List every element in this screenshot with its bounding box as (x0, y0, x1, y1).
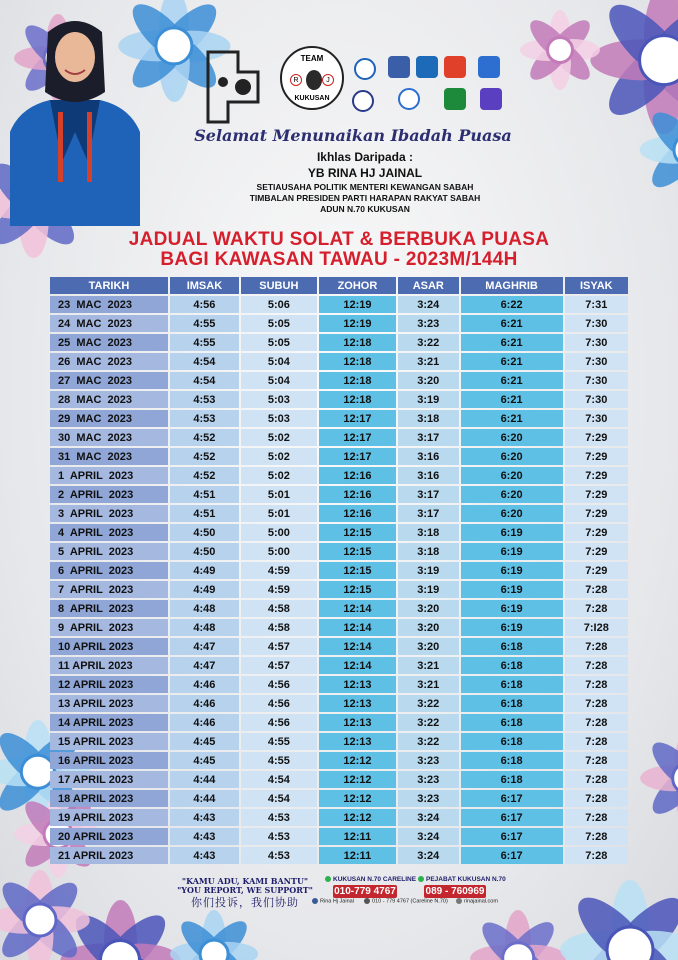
cell-imsak: 4:47 (170, 638, 239, 655)
cell-subuh: 4:53 (241, 847, 317, 864)
cell-date: 19 APRIL 2023 (50, 809, 168, 826)
cell-subuh: 5:04 (241, 353, 317, 370)
team-logo-top: TEAM (300, 54, 324, 63)
cell-imsak: 4:51 (170, 486, 239, 503)
cell-asar: 3:22 (398, 733, 459, 750)
table-row (50, 334, 628, 351)
column-header-maghrib: MAGHRIB (461, 277, 563, 294)
cell-imsak: 4:49 (170, 581, 239, 598)
cell-maghrib: 6:20 (461, 448, 563, 465)
partner-logo (388, 56, 410, 78)
table-row (50, 505, 628, 522)
cell-imsak: 4:54 (170, 353, 239, 370)
portrait-image (10, 12, 140, 226)
partner-logo (444, 56, 466, 78)
cell-asar: 3:21 (398, 657, 459, 674)
cell-imsak: 4:52 (170, 429, 239, 446)
cell-imsak: 4:46 (170, 676, 239, 693)
cell-zohor: 12:15 (319, 562, 396, 579)
cell-isyak: 7:30 (565, 410, 628, 427)
cell-maghrib: 6:21 (461, 353, 563, 370)
cell-asar: 3:17 (398, 486, 459, 503)
cell-isyak: 7:29 (565, 486, 628, 503)
table-row (50, 771, 628, 788)
cell-asar: 3:23 (398, 752, 459, 769)
cell-asar: 3:22 (398, 714, 459, 731)
cell-maghrib: 6:20 (461, 486, 563, 503)
cell-isyak: 7:28 (565, 581, 628, 598)
partner-logo (480, 88, 502, 110)
cell-date: 29 MAC 2023 (50, 410, 168, 427)
team-kukusan-logo (280, 46, 344, 110)
cell-asar: 3:18 (398, 524, 459, 541)
cell-isyak: 7:29 (565, 505, 628, 522)
cell-date: 16 APRIL 2023 (50, 752, 168, 769)
table-row (50, 847, 628, 864)
cell-maghrib: 6:21 (461, 315, 563, 332)
cell-isyak: 7:28 (565, 638, 628, 655)
cell-date: 28 MAC 2023 (50, 391, 168, 408)
cell-date: 31 MAC 2023 (50, 448, 168, 465)
cell-zohor: 12:17 (319, 448, 396, 465)
cell-zohor: 12:13 (319, 714, 396, 731)
cell-imsak: 4:50 (170, 524, 239, 541)
table-row (50, 638, 628, 655)
cell-subuh: 4:57 (241, 638, 317, 655)
cell-imsak: 4:45 (170, 752, 239, 769)
cell-isyak: 7:29 (565, 429, 628, 446)
cell-imsak: 4:51 (170, 505, 239, 522)
cell-isyak: 7:28 (565, 828, 628, 845)
cell-maghrib: 6:18 (461, 657, 563, 674)
phone-icon (418, 876, 424, 882)
cell-isyak: 7:30 (565, 315, 628, 332)
cell-isyak: 7:30 (565, 353, 628, 370)
cell-asar: 3:20 (398, 372, 459, 389)
cell-date: 30 MAC 2023 (50, 429, 168, 446)
cell-isyak: 7:28 (565, 676, 628, 693)
cell-zohor: 12:17 (319, 429, 396, 446)
cell-imsak: 4:46 (170, 695, 239, 712)
cell-maghrib: 6:18 (461, 752, 563, 769)
cell-maghrib: 6:21 (461, 372, 563, 389)
cell-maghrib: 6:18 (461, 695, 563, 712)
slogan-chinese: 你们投诉，我们协助 (191, 896, 299, 909)
cell-subuh: 5:02 (241, 448, 317, 465)
column-header-subuh: SUBUH (241, 277, 317, 294)
cell-subuh: 5:01 (241, 505, 317, 522)
cell-zohor: 12:14 (319, 600, 396, 617)
cell-subuh: 5:00 (241, 524, 317, 541)
cell-subuh: 5:05 (241, 315, 317, 332)
whatsapp-icon (325, 876, 331, 882)
cell-isyak: 7:28 (565, 657, 628, 674)
cell-imsak: 4:55 (170, 334, 239, 351)
cell-date: 20 APRIL 2023 (50, 828, 168, 845)
table-row (50, 315, 628, 332)
cell-imsak: 4:44 (170, 790, 239, 807)
cell-date: 25 MAC 2023 (50, 334, 168, 351)
cell-asar: 3:20 (398, 619, 459, 636)
cell-date: 3 APRIL 2023 (50, 505, 168, 522)
cell-subuh: 4:55 (241, 733, 317, 750)
cell-maghrib: 6:18 (461, 771, 563, 788)
slogan-malay: "KAMU ADU, KAMI BANTU" (181, 876, 309, 886)
cell-zohor: 12:14 (319, 638, 396, 655)
cell-zohor: 12:11 (319, 828, 396, 845)
cell-isyak: 7:28 (565, 600, 628, 617)
cell-date: 1 APRIL 2023 (50, 467, 168, 484)
cell-asar: 3:22 (398, 334, 459, 351)
cell-isyak: 7:30 (565, 391, 628, 408)
cell-asar: 3:19 (398, 581, 459, 598)
cell-zohor: 12:19 (319, 296, 396, 313)
partner-logo (352, 90, 374, 112)
cell-imsak: 4:44 (170, 771, 239, 788)
table-row (50, 372, 628, 389)
cell-maghrib: 6:18 (461, 676, 563, 693)
cell-imsak: 4:52 (170, 448, 239, 465)
cell-maghrib: 6:18 (461, 638, 563, 655)
cell-maghrib: 6:18 (461, 714, 563, 731)
cell-asar: 3:20 (398, 600, 459, 617)
cell-asar: 3:24 (398, 296, 459, 313)
table-row (50, 296, 628, 313)
cell-zohor: 12:18 (319, 334, 396, 351)
cell-asar: 3:17 (398, 429, 459, 446)
flower-core (199, 939, 230, 960)
office-label (418, 876, 506, 883)
cell-subuh: 5:03 (241, 391, 317, 408)
social-web (456, 898, 498, 904)
office-label-text: PEJABAT KUKUSAN N.70 (426, 876, 506, 883)
cell-imsak: 4:47 (170, 657, 239, 674)
office-phone: 089 - 760969 (425, 886, 485, 897)
cell-zohor: 12:15 (319, 581, 396, 598)
careline-label-text: KUKUSAN N.70 CARELINE (333, 876, 417, 883)
cell-asar: 3:22 (398, 695, 459, 712)
cell-isyak: 7:28 (565, 752, 628, 769)
cell-asar: 3:21 (398, 353, 459, 370)
table-row (50, 524, 628, 541)
prayer-times-table (48, 275, 630, 866)
cell-date: 24 MAC 2023 (50, 315, 168, 332)
column-header-isyak: ISYAK (565, 277, 628, 294)
table-row (50, 695, 628, 712)
cell-isyak: 7:29 (565, 562, 628, 579)
cell-maghrib: 6:17 (461, 809, 563, 826)
cell-maghrib: 6:21 (461, 334, 563, 351)
cell-date: 5 APRIL 2023 (50, 543, 168, 560)
cell-subuh: 4:57 (241, 657, 317, 674)
cell-maghrib: 6:19 (461, 581, 563, 598)
cell-zohor: 12:16 (319, 505, 396, 522)
cell-date: 18 APRIL 2023 (50, 790, 168, 807)
social-phone-text: 010 - 779 4767 (Careline N.70) (372, 898, 448, 905)
position-line: TIMBALAN PRESIDEN PARTI HARAPAN RAKYAT SABAH (249, 193, 481, 203)
table-row (50, 391, 628, 408)
column-header-zohor: ZOHOR (319, 277, 396, 294)
position-line: ADUN N.70 KUKUSAN (320, 204, 410, 214)
title-line-1: JADUAL WAKTU SOLAT & BERBUKA PUASA (128, 229, 550, 250)
cell-maghrib: 6:20 (461, 467, 563, 484)
cell-date: 23 MAC 2023 (50, 296, 168, 313)
cell-asar: 3:18 (398, 410, 459, 427)
table-row (50, 714, 628, 731)
table-row (50, 828, 628, 845)
cell-date: 26 MAC 2023 (50, 353, 168, 370)
cell-asar: 3:24 (398, 847, 459, 864)
cell-zohor: 12:12 (319, 752, 396, 769)
cell-date: 14 APRIL 2023 (50, 714, 168, 731)
cell-maghrib: 6:19 (461, 524, 563, 541)
cell-asar: 3:19 (398, 562, 459, 579)
cell-maghrib: 6:21 (461, 391, 563, 408)
cell-isyak: 7:29 (565, 524, 628, 541)
facebook-icon (312, 898, 318, 904)
cell-asar: 3:24 (398, 809, 459, 826)
cell-isyak: 7:I28 (565, 619, 628, 636)
cell-asar: 3:18 (398, 543, 459, 560)
cell-subuh: 4:53 (241, 809, 317, 826)
cell-zohor: 12:14 (319, 619, 396, 636)
cell-zohor: 12:19 (319, 315, 396, 332)
cell-date: 12 APRIL 2023 (50, 676, 168, 693)
cell-zohor: 12:16 (319, 467, 396, 484)
cell-imsak: 4:53 (170, 391, 239, 408)
greeting: Selamat Menunaikan Ibadah Puasa (194, 126, 512, 145)
cell-imsak: 4:43 (170, 847, 239, 864)
cell-zohor: 12:16 (319, 486, 396, 503)
cell-imsak: 4:48 (170, 619, 239, 636)
cell-subuh: 4:58 (241, 619, 317, 636)
careline-phone: 010-779 4767 (334, 886, 396, 897)
cell-isyak: 7:29 (565, 543, 628, 560)
cell-date: 13 APRIL 2023 (50, 695, 168, 712)
table-row (50, 410, 628, 427)
cell-date: 17 APRIL 2023 (50, 771, 168, 788)
table-row (50, 543, 628, 560)
cell-zohor: 12:12 (319, 790, 396, 807)
cell-zohor: 12:15 (319, 543, 396, 560)
cell-subuh: 4:56 (241, 714, 317, 731)
from-name: YB RINA HJ JAINAL (307, 166, 423, 180)
table-row (50, 353, 628, 370)
table-row (50, 809, 628, 826)
cell-maghrib: 6:19 (461, 543, 563, 560)
cell-maghrib: 6:18 (461, 733, 563, 750)
cell-date: 4 APRIL 2023 (50, 524, 168, 541)
cell-imsak: 4:49 (170, 562, 239, 579)
team-logo-bottom: KUKUSAN (294, 95, 330, 102)
table-row (50, 562, 628, 579)
cell-zohor: 12:13 (319, 733, 396, 750)
table-row (50, 790, 628, 807)
cell-subuh: 5:02 (241, 467, 317, 484)
cell-maghrib: 6:19 (461, 562, 563, 579)
cell-maghrib: 6:17 (461, 790, 563, 807)
cell-date: 11 APRIL 2023 (50, 657, 168, 674)
partner-logo (398, 88, 420, 110)
partner-logo (478, 56, 500, 78)
cell-subuh: 4:59 (241, 562, 317, 579)
careline-label (325, 876, 416, 883)
cell-zohor: 12:15 (319, 524, 396, 541)
table-row (50, 486, 628, 503)
header (0, 0, 678, 228)
cell-maghrib: 6:20 (461, 505, 563, 522)
table-row (50, 733, 628, 750)
cell-zohor: 12:11 (319, 847, 396, 864)
cell-imsak: 4:50 (170, 543, 239, 560)
cell-subuh: 4:54 (241, 771, 317, 788)
table-row (50, 619, 628, 636)
cell-isyak: 7:31 (565, 296, 628, 313)
cell-zohor: 12:18 (319, 353, 396, 370)
cell-imsak: 4:52 (170, 467, 239, 484)
cell-date: 10 APRIL 2023 (50, 638, 168, 655)
cell-asar: 3:23 (398, 315, 459, 332)
cell-maghrib: 6:20 (461, 429, 563, 446)
cell-asar: 3:16 (398, 448, 459, 465)
cell-maghrib: 6:22 (461, 296, 563, 313)
cell-asar: 3:24 (398, 828, 459, 845)
cell-isyak: 7:28 (565, 847, 628, 864)
cell-imsak: 4:53 (170, 410, 239, 427)
cell-asar: 3:16 (398, 467, 459, 484)
table-header-row (50, 277, 628, 294)
slogan-english: "YOU REPORT, WE SUPPORT" (177, 885, 313, 895)
team-logo-center-icon (306, 70, 322, 90)
cell-imsak: 4:43 (170, 809, 239, 826)
cell-isyak: 7:28 (565, 790, 628, 807)
cell-asar: 3:19 (398, 391, 459, 408)
table-row (50, 676, 628, 693)
table-row (50, 581, 628, 598)
cell-imsak: 4:55 (170, 315, 239, 332)
cell-date: 6 APRIL 2023 (50, 562, 168, 579)
web-icon (456, 898, 462, 904)
cell-imsak: 4:56 (170, 296, 239, 313)
cell-isyak: 7:28 (565, 714, 628, 731)
cell-isyak: 7:30 (565, 372, 628, 389)
team-logo-left: R (290, 74, 302, 86)
position-line: SETIAUSAHA POLITIK MENTERI KEWANGAN SABAH (256, 182, 474, 192)
cell-asar: 3:20 (398, 638, 459, 655)
cell-zohor: 12:17 (319, 410, 396, 427)
team-logo-right: J (322, 74, 334, 86)
cell-subuh: 4:55 (241, 752, 317, 769)
social-facebook (312, 898, 354, 904)
cell-date: 2 APRIL 2023 (50, 486, 168, 503)
table-body (50, 296, 628, 864)
table-row (50, 752, 628, 769)
partner-logo (444, 88, 466, 110)
cell-subuh: 5:03 (241, 410, 317, 427)
column-header-imsak: IMSAK (170, 277, 239, 294)
cell-asar: 3:23 (398, 790, 459, 807)
cell-asar: 3:17 (398, 505, 459, 522)
cell-zohor: 12:12 (319, 771, 396, 788)
column-header-asar: ASAR (398, 277, 459, 294)
social-phone (364, 898, 448, 904)
cell-zohor: 12:18 (319, 391, 396, 408)
table-row (50, 657, 628, 674)
table-row (50, 600, 628, 617)
cell-subuh: 5:00 (241, 543, 317, 560)
kukusan-sejahtera-logo (198, 42, 274, 128)
cell-asar: 3:23 (398, 771, 459, 788)
social-web-text: rinajainal.com (464, 898, 498, 905)
cell-subuh: 5:06 (241, 296, 317, 313)
cell-isyak: 7:28 (565, 771, 628, 788)
call-icon (364, 898, 370, 904)
cell-isyak: 7:29 (565, 467, 628, 484)
cell-isyak: 7:28 (565, 809, 628, 826)
cell-imsak: 4:48 (170, 600, 239, 617)
cell-zohor: 12:13 (319, 695, 396, 712)
cell-maghrib: 6:19 (461, 600, 563, 617)
cell-maghrib: 6:21 (461, 410, 563, 427)
cell-imsak: 4:54 (170, 372, 239, 389)
social-facebook-text: Rina Hj Jainal (320, 898, 354, 905)
cell-imsak: 4:45 (170, 733, 239, 750)
cell-date: 15 APRIL 2023 (50, 733, 168, 750)
cell-zohor: 12:18 (319, 372, 396, 389)
title-line-2: BAGI KAWASAN TAWAU - 2023M/144H (160, 249, 518, 270)
cell-imsak: 4:46 (170, 714, 239, 731)
partner-logo (354, 58, 376, 80)
cell-isyak: 7:30 (565, 334, 628, 351)
cell-zohor: 12:13 (319, 676, 396, 693)
cell-date: 21 APRIL 2023 (50, 847, 168, 864)
cell-maghrib: 6:17 (461, 828, 563, 845)
cell-isyak: 7:29 (565, 448, 628, 465)
partner-logo (416, 56, 438, 78)
cell-date: 9 APRIL 2023 (50, 619, 168, 636)
cell-isyak: 7:28 (565, 733, 628, 750)
cell-maghrib: 6:17 (461, 847, 563, 864)
cell-subuh: 4:53 (241, 828, 317, 845)
cell-date: 8 APRIL 2023 (50, 600, 168, 617)
cell-subuh: 5:01 (241, 486, 317, 503)
cell-maghrib: 6:19 (461, 619, 563, 636)
cell-imsak: 4:43 (170, 828, 239, 845)
table-row (50, 467, 628, 484)
cell-subuh: 4:56 (241, 695, 317, 712)
cell-zohor: 12:12 (319, 809, 396, 826)
cell-date: 27 MAC 2023 (50, 372, 168, 389)
cell-zohor: 12:14 (319, 657, 396, 674)
cell-subuh: 4:58 (241, 600, 317, 617)
cell-subuh: 5:05 (241, 334, 317, 351)
table-row (50, 429, 628, 446)
cell-subuh: 5:04 (241, 372, 317, 389)
table-row (50, 448, 628, 465)
cell-subuh: 4:56 (241, 676, 317, 693)
cell-asar: 3:21 (398, 676, 459, 693)
cell-subuh: 5:02 (241, 429, 317, 446)
cell-subuh: 4:59 (241, 581, 317, 598)
column-header-date: TARIKH (50, 277, 168, 294)
cell-date: 7 APRIL 2023 (50, 581, 168, 598)
cell-isyak: 7:28 (565, 695, 628, 712)
from-label: Ikhlas Daripada : (316, 150, 414, 164)
cell-subuh: 4:54 (241, 790, 317, 807)
